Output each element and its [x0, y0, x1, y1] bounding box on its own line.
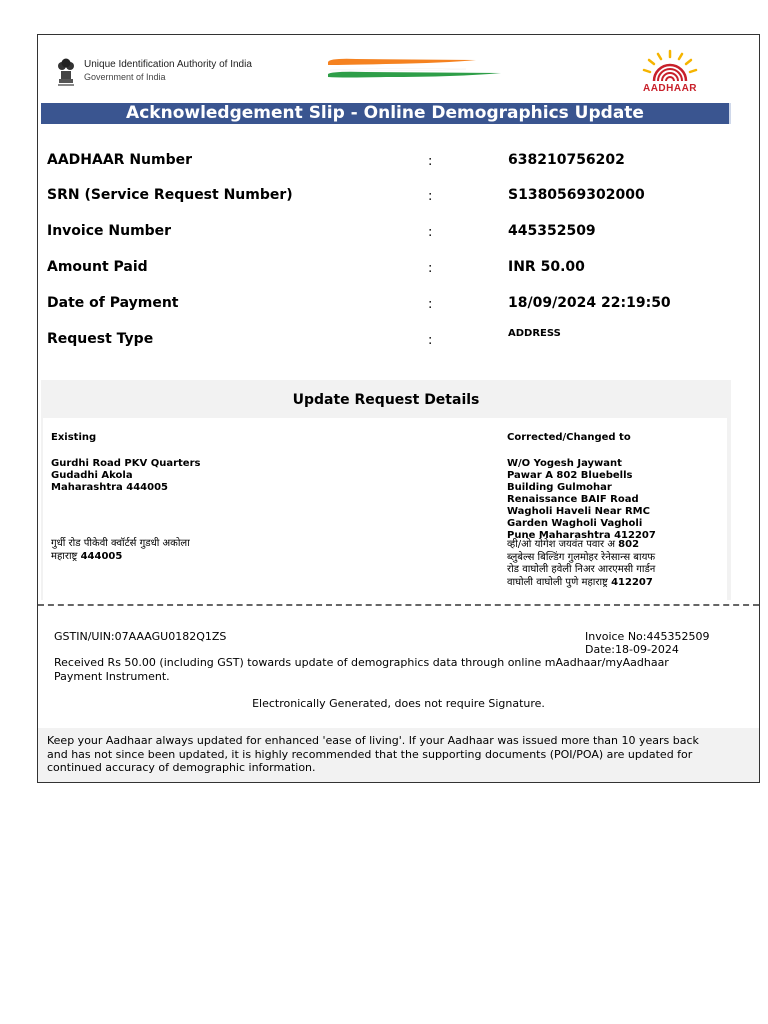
address-line: Renaissance BAIF Road — [507, 494, 639, 505]
address-local-line — [507, 539, 655, 552]
detail-row-srn — [47, 187, 747, 207]
corrected-heading: Corrected/Changed to — [507, 432, 631, 443]
tricolor-brush-icon — [326, 57, 506, 83]
org-name: Unique Identification Authority of India — [84, 59, 252, 70]
detail-separator: : — [428, 225, 433, 240]
existing-heading: Existing — [51, 432, 97, 443]
detail-label: SRN (Service Request Number) — [47, 187, 293, 203]
org-subtitle: Government of India — [84, 72, 166, 82]
address-local-number: 802 — [618, 539, 640, 550]
detail-value: 638210756202 — [508, 152, 625, 168]
detail-value: 445352509 — [508, 223, 596, 239]
detail-row-request-type — [47, 328, 747, 351]
invoice-info — [585, 630, 709, 656]
address-line: W/O Yogesh Jaywant — [507, 458, 622, 469]
detail-row-amount-paid — [47, 259, 747, 279]
dashed-divider — [38, 604, 759, 606]
address-line: Gurdhi Road PKV Quarters — [51, 458, 201, 469]
gstin-text: GSTIN/UIN:07AAAGU0182Q1ZS — [54, 630, 227, 643]
aadhaar-sun-icon — [632, 47, 708, 87]
address-line: Pawar A 802 Bluebells — [507, 470, 633, 481]
detail-label: Invoice Number — [47, 223, 172, 239]
detail-row-aadhaar-number — [47, 152, 747, 172]
detail-separator: : — [428, 261, 433, 276]
address-local-line — [51, 551, 190, 564]
address-line: Maharashtra 444005 — [51, 482, 169, 493]
update-request-section — [41, 380, 731, 600]
detail-value: INR 50.00 — [508, 259, 585, 275]
address-local-text: व्ही/ओ योगेश जयवंत पवार अ — [507, 539, 619, 550]
update-section-title: Update Request Details — [292, 392, 480, 408]
address-local-line — [507, 577, 655, 590]
payment-received-text: Received Rs 50.00 (including GST) towards update of demographics data through online mAadhaar/myAadhaar Payment Instrument. — [54, 656, 669, 683]
detail-row-date-of-payment — [47, 295, 747, 315]
corrected-address — [507, 458, 656, 542]
page-title: Acknowledgement Slip - Online Demographics Update — [41, 103, 731, 124]
detail-label: AADHAAR Number — [47, 152, 193, 168]
address-local-pin: 412207 — [611, 576, 653, 588]
existing-address — [51, 458, 200, 494]
detail-separator: : — [428, 297, 433, 312]
address-line: Pune Maharashtra 412207 — [507, 530, 656, 541]
org-name-block — [84, 59, 252, 83]
electronic-notice: Electronically Generated, does not require Signature. — [252, 697, 545, 710]
invoice-date-text: Date:18-09-2024 — [585, 643, 679, 656]
aadhaar-logo — [632, 47, 708, 95]
detail-separator: : — [428, 154, 433, 169]
update-advisory-note — [38, 728, 759, 782]
detail-row-invoice-number — [47, 223, 747, 243]
detail-separator: : — [428, 189, 433, 204]
address-local-line: रोड वाघोली हवेली निअर आरएमसी गार्डन — [507, 564, 656, 575]
corrected-address-local — [507, 539, 655, 589]
address-line: Wagholi Haveli Near RMC — [507, 506, 650, 517]
address-line: Building Gulmohar — [507, 482, 612, 493]
detail-label: Amount Paid — [47, 259, 148, 275]
aadhaar-logo-text: AADHAAR — [642, 83, 698, 94]
existing-address-local — [51, 538, 190, 563]
national-emblem-icon — [54, 53, 78, 89]
detail-label: Date of Payment — [47, 295, 179, 311]
address-local-line: गुर्धी रोड पीकेवी क्वॉर्टर्स गुडधी अकोला — [51, 538, 190, 549]
detail-value: S1380569302000 — [508, 187, 645, 203]
acknowledgement-slip — [37, 34, 760, 783]
invoice-number-text: Invoice No:445352509 — [585, 630, 710, 643]
update-details-panel — [43, 418, 727, 600]
slip-header — [38, 35, 759, 103]
detail-label: Request Type — [47, 331, 154, 347]
address-local-pin: 444005 — [80, 550, 123, 562]
address-local-text: महाराष्ट्र — [51, 550, 81, 562]
detail-value: ADDRESS — [508, 328, 561, 339]
address-line: Garden Wagholi Vagholi — [507, 518, 643, 529]
address-local-line: ब्लुबेल्स बिल्डिंग गुलमोहर रेनेसान्स बायफ — [507, 551, 656, 563]
address-local-text: वाघोली वाघोली पुणे महाराष्ट्र — [507, 576, 612, 588]
detail-value: 18/09/2024 22:19:50 — [508, 295, 671, 311]
address-line: Gudadhi Akola — [51, 470, 133, 481]
detail-separator: : — [428, 333, 433, 348]
advisory-text: Keep your Aadhaar always updated for enhanced 'ease of living'. If your Aadhaar was issued more than 10 years back and has not since been updated, it is highly recommended that the supporting documents (POI/POA) are updated for continued accuracy of demographic information. — [47, 734, 699, 774]
